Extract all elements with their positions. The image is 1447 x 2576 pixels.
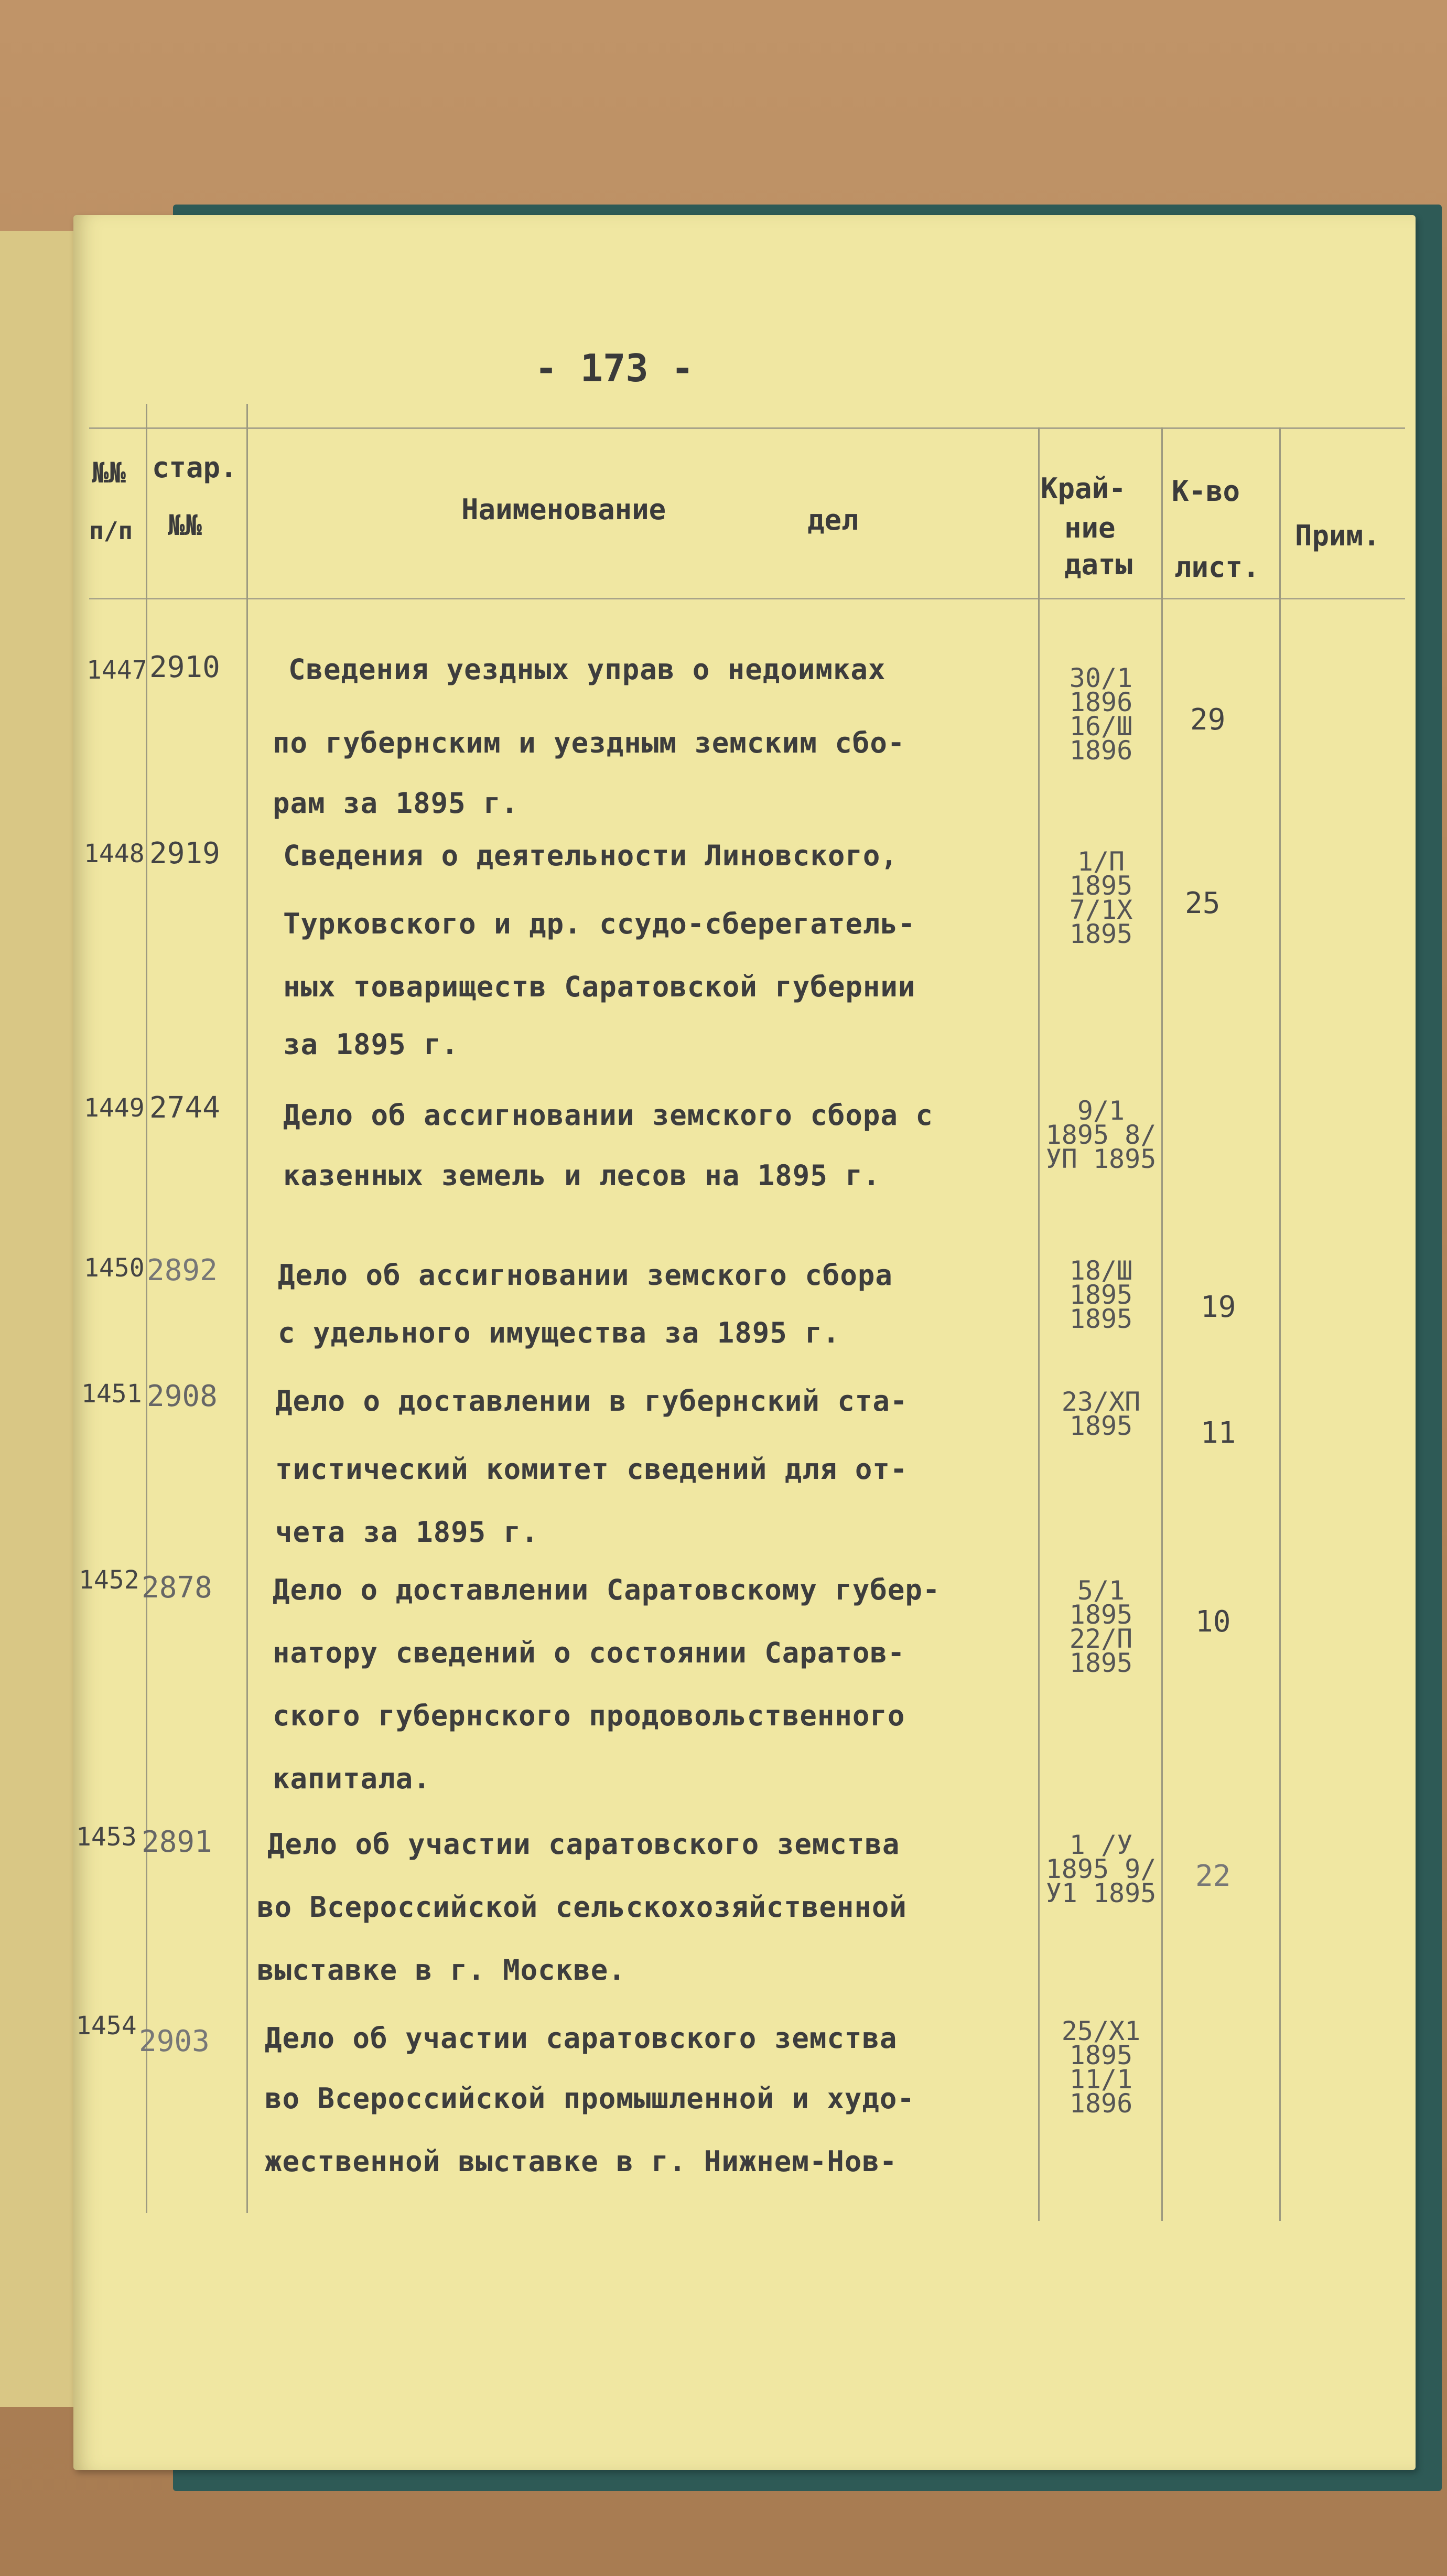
row-title-line: Турковского и др. ссудо-сберегатель- — [283, 907, 916, 940]
row-title-line: казенных земель и лесов на 1895 г. — [283, 1159, 881, 1192]
header-bottom-rule — [89, 598, 1405, 599]
row-num: 1449 — [84, 1093, 145, 1123]
row-old-num: 2891 — [142, 1825, 212, 1859]
row-sheet-count: 11 — [1201, 1416, 1236, 1450]
row-title-line: Дело об ассигновании земского сбора — [278, 1259, 893, 1292]
row-title-line: ных товариществ Саратовской губернии — [283, 970, 916, 1003]
row-sheet-count: 19 — [1201, 1290, 1236, 1324]
row-dates: 1 /У 1895 9/У1 1895 — [1045, 1830, 1157, 1908]
header-old-line1: стар. — [152, 451, 237, 484]
row-title-line: Дело об участии саратовского земства — [265, 2022, 898, 2055]
row-title-line: чета за 1895 г. — [275, 1516, 539, 1549]
row-num: 1452 — [79, 1565, 139, 1595]
row-title-line: капитала. — [273, 1762, 431, 1795]
table-top-rule — [89, 427, 1405, 429]
header-num-line2: п/п — [89, 517, 133, 545]
row-num: 1448 — [84, 839, 145, 868]
row-title-line: за 1895 г. — [283, 1028, 459, 1061]
row-dates: 9/1 1895 8/УП 1895 — [1045, 1096, 1157, 1174]
row-old-num: 2903 — [139, 2024, 210, 2058]
row-num: 1450 — [84, 1253, 145, 1283]
row-title-line: Дело об ассигновании земского сбора с — [283, 1099, 933, 1132]
header-notes: Прим. — [1295, 519, 1380, 552]
col-divider-name — [1038, 427, 1040, 2221]
row-num: 1454 — [76, 2011, 137, 2041]
row-old-num: 2908 — [147, 1379, 218, 1413]
row-dates: 18/Ш 1895 1895 — [1069, 1255, 1133, 1334]
row-old-num: 2744 — [149, 1091, 220, 1125]
header-num-line1: №№ — [92, 456, 126, 489]
page-number: - 173 - — [535, 346, 694, 390]
header-sheets-line2: лист. — [1174, 551, 1260, 584]
row-num: 1453 — [76, 1822, 137, 1852]
row-title-line: с удельного имущества за 1895 г. — [278, 1316, 840, 1349]
col-divider-old — [246, 404, 248, 2213]
row-old-num: 2919 — [149, 836, 220, 871]
col-divider-sheets — [1279, 427, 1281, 2221]
header-sheets-line1: К-во — [1172, 475, 1240, 508]
header-old-line2: №№ — [168, 509, 202, 542]
previous-page-edge — [0, 231, 79, 2407]
row-old-num: 2892 — [147, 1253, 218, 1287]
row-old-num: 2878 — [142, 1571, 212, 1605]
row-sheet-count: 25 — [1185, 886, 1221, 920]
header-name-word1: Наименование — [461, 493, 666, 526]
row-title-line: Дело о доставлении Саратовскому губер- — [273, 1573, 941, 1606]
row-sheet-count: 10 — [1195, 1605, 1231, 1639]
row-dates: 5/1 1895 22/П 1895 — [1069, 1575, 1133, 1678]
row-old-num: 2910 — [149, 650, 220, 684]
row-dates: 30/1 1896 16/Ш 1896 — [1069, 663, 1133, 766]
row-title-line: выставке в г. Москве. — [257, 1954, 626, 1987]
row-dates: 25/Х1 1895 11/1 1896 — [1061, 2016, 1141, 2119]
row-title-line: ского губернского продовольственного — [273, 1699, 905, 1732]
row-title-line: во Всероссийской сельскохозяйственной — [257, 1891, 907, 1924]
row-title-line: тистический комитет сведений для от- — [275, 1453, 908, 1486]
row-title-line: жественной выставке в г. Нижнем-Нов- — [265, 2145, 898, 2178]
row-num: 1451 — [81, 1379, 142, 1409]
row-title-line: натору сведений о состоянии Саратов- — [273, 1636, 905, 1669]
header-name-word2: дел — [807, 503, 859, 536]
row-dates: 1/П 1895 7/1Х 1895 — [1069, 846, 1133, 949]
header-dates-line3: даты — [1064, 548, 1133, 581]
row-sheet-count: 29 — [1190, 703, 1226, 737]
header-dates-line2: ние — [1064, 511, 1116, 544]
row-num: 1447 — [87, 656, 147, 685]
row-title-line: Дело об участии саратовского земства — [267, 1828, 900, 1861]
row-dates: 23/ХП 1895 — [1061, 1387, 1141, 1441]
row-title-line: рам за 1895 г. — [273, 787, 519, 820]
header-dates-line1: Край- — [1041, 472, 1126, 505]
row-title-line: Сведения уездных управ о недоимках — [288, 653, 886, 686]
row-title-line: во Всероссийской промышленной и худо- — [265, 2082, 915, 2115]
row-title-line: Сведения о деятельности Линовского, — [283, 839, 898, 872]
col-divider-dates — [1161, 427, 1163, 2221]
row-title-line: Дело о доставлении в губернский ста- — [275, 1384, 908, 1418]
row-title-line: по губернским и уездным земским сбо- — [273, 726, 905, 759]
row-sheet-count: 22 — [1195, 1859, 1231, 1893]
